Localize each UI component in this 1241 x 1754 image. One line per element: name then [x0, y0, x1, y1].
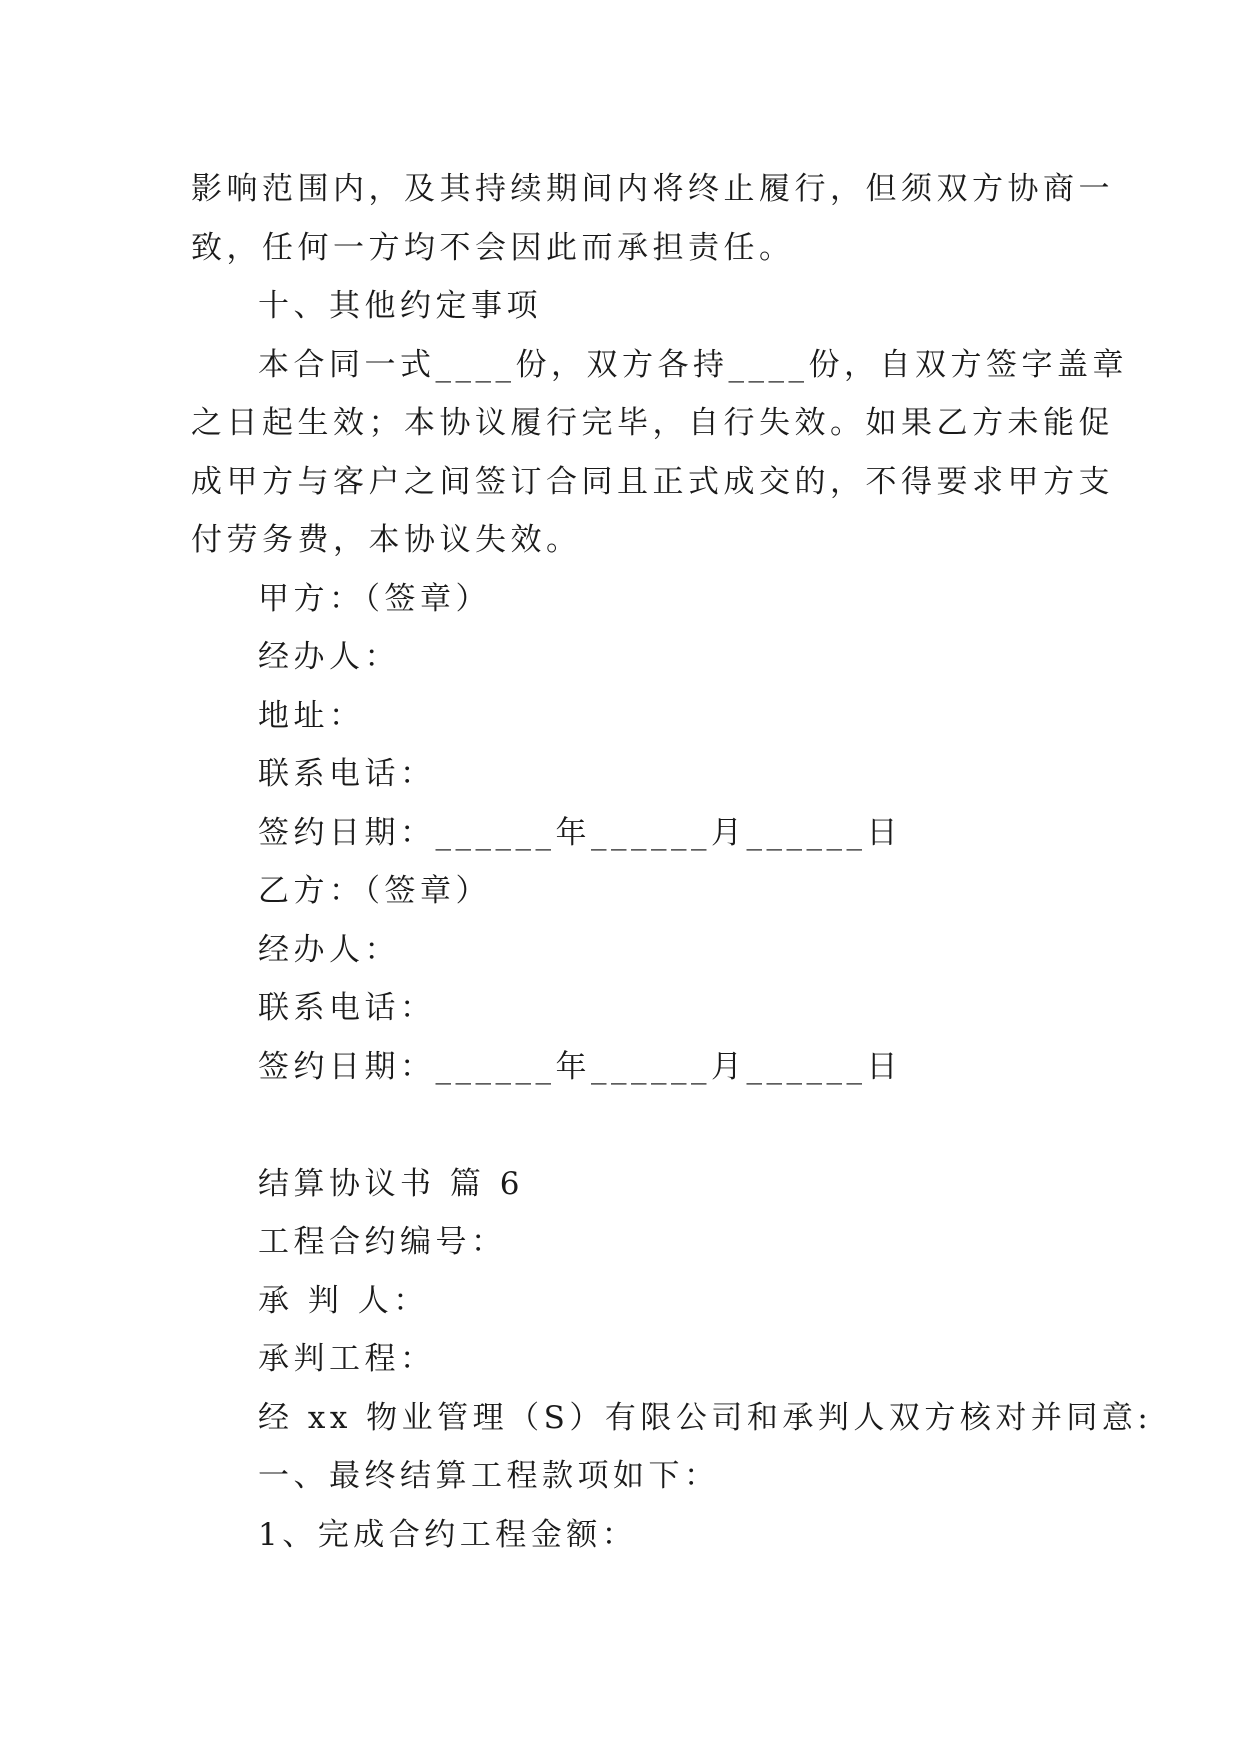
- party-b-sign-date: 签约日期：______年______月______日: [258, 1048, 902, 1085]
- party-b-title: 乙方：（签章）: [258, 873, 491, 909]
- party-a-phone: 联系电话：: [258, 756, 436, 792]
- party-b-agent: 经办人：: [258, 931, 400, 968]
- doc6-item-1: 1、完成合约工程金额：: [258, 1516, 638, 1553]
- doc6-project: 承判工程：: [258, 1341, 436, 1377]
- doc6-intro: 经 xx 物业管理（S）有限公司和承判人双方核对并同意:: [258, 1399, 1153, 1436]
- blank-line: [191, 1096, 1051, 1155]
- party-b-phone: 联系电话：: [258, 990, 436, 1026]
- paragraph-line: 影响范围内，及其持续期间内将终止履行，但须双方协商一: [191, 171, 1114, 207]
- party-a-sign-date: 签约日期：______年______月______日: [258, 814, 902, 851]
- section-heading: 十、其他约定事项: [258, 288, 542, 324]
- doc6-contract-no: 工程合约编号：: [258, 1224, 507, 1260]
- party-a-address: 地址：: [258, 697, 365, 734]
- party-a-title: 甲方：（签章）: [258, 580, 491, 617]
- paragraph-line: 之日起生效；本协议履行完毕，自行失效。如果乙方未能促: [191, 405, 1114, 441]
- doc6-title: 结算协议书 篇 6: [258, 1165, 524, 1202]
- paragraph-line: 本合同一式____份，双方各持____份，自双方签字盖章: [258, 346, 1128, 383]
- party-a-agent: 经办人：: [258, 639, 400, 675]
- paragraph-line: 成甲方与客户之间签订合同且正式成交的，不得要求甲方支: [191, 463, 1114, 500]
- paragraph-line: 致，任何一方均不会因此而承担责任。: [191, 229, 795, 266]
- doc6-contractor: 承 判 人：: [258, 1282, 429, 1319]
- document-body: [191, 160, 1153, 1564]
- paragraph-line: 付劳务费，本协议失效。: [191, 522, 582, 558]
- doc6-section-1: 一、最终结算工程款项如下：: [258, 1458, 720, 1494]
